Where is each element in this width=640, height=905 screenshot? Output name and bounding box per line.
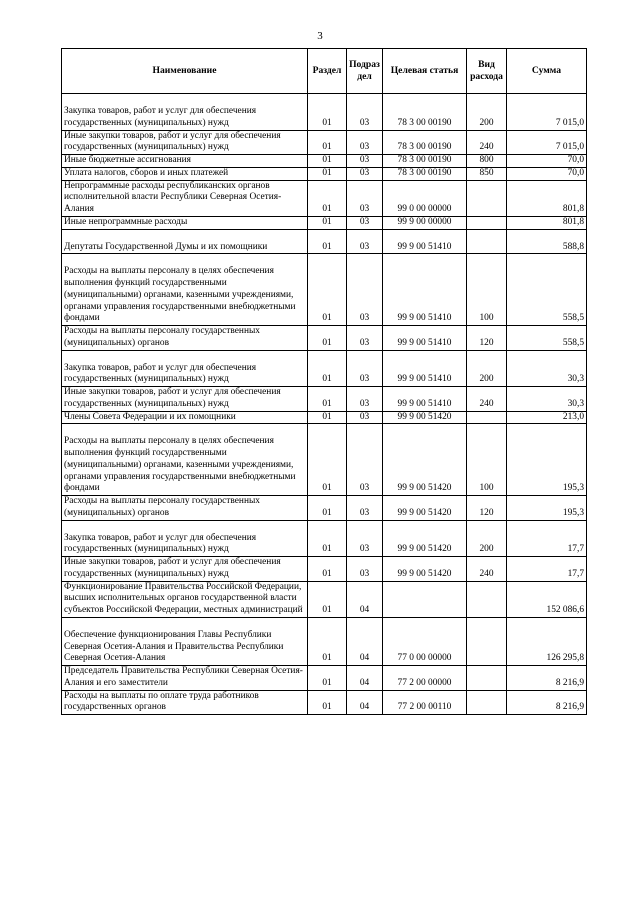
cell-target: 99 9 00 51420: [383, 520, 467, 557]
table-row: [62, 496, 587, 521]
cell-target: 99 9 00 00000: [383, 216, 467, 229]
page-number: 3: [317, 30, 323, 42]
cell-name: Иные закупки товаров, работ и услуг для обеспечения государственных (муниципальных) нужд: [62, 557, 308, 582]
cell-sum: 558,5: [507, 326, 587, 351]
header-type: Вид расхода: [467, 49, 507, 94]
cell-section: 01: [308, 326, 347, 351]
cell-target: 77 2 00 00110: [383, 690, 467, 715]
cell-type: 200: [467, 94, 507, 131]
cell-name: Иные закупки товаров, работ и услуг для обеспечения государственных (муниципальных) нужд: [62, 387, 308, 412]
cell-section: 01: [308, 617, 347, 665]
cell-section: 01: [308, 180, 347, 216]
cell-name: Обеспечение функционирования Главы Республики Северная Осетия-Алания и Правительства Республики Северная Осетия-Алания: [62, 617, 308, 665]
cell-target: 99 9 00 51420: [383, 557, 467, 582]
table-row: [62, 350, 587, 387]
cell-sum: 30,3: [507, 350, 587, 387]
cell-subsection: 04: [347, 666, 383, 691]
cell-sum: 30,3: [507, 387, 587, 412]
table-row: [62, 167, 587, 180]
cell-type: 200: [467, 350, 507, 387]
cell-target: 99 9 00 51410: [383, 254, 467, 326]
cell-section: 01: [308, 216, 347, 229]
table-row: [62, 690, 587, 715]
cell-subsection: 03: [347, 130, 383, 155]
cell-target: [383, 581, 467, 617]
cell-sum: 8 216,9: [507, 690, 587, 715]
cell-target: 99 9 00 51420: [383, 411, 467, 424]
table-row: [62, 130, 587, 155]
cell-name: Депутаты Государственной Думы и их помощники: [62, 229, 308, 254]
cell-name: Расходы на выплаты персоналу государственных (муниципальных) органов: [62, 496, 308, 521]
cell-target: 77 0 00 00000: [383, 617, 467, 665]
cell-sum: 7 015,0: [507, 130, 587, 155]
cell-type: [467, 666, 507, 691]
cell-subsection: 03: [347, 167, 383, 180]
table-row: [62, 557, 587, 582]
cell-subsection: 03: [347, 557, 383, 582]
cell-name: Расходы на выплаты персоналу в целях обеспечения выполнения функций государственными (муниципальными) органами, казенными учреждениями, органами управления государственными внебюджетными фондами: [62, 254, 308, 326]
cell-subsection: 03: [347, 350, 383, 387]
cell-subsection: 03: [347, 155, 383, 168]
cell-section: 01: [308, 254, 347, 326]
cell-subsection: 04: [347, 617, 383, 665]
cell-subsection: 03: [347, 326, 383, 351]
table-row: [62, 155, 587, 168]
cell-section: 01: [308, 557, 347, 582]
cell-subsection: 03: [347, 216, 383, 229]
cell-sum: 801,8: [507, 180, 587, 216]
cell-section: 01: [308, 411, 347, 424]
cell-section: 01: [308, 520, 347, 557]
table-row: [62, 326, 587, 351]
cell-type: [467, 229, 507, 254]
cell-subsection: 03: [347, 180, 383, 216]
table-row: [62, 229, 587, 254]
cell-sum: 195,3: [507, 424, 587, 496]
cell-sum: 213,0: [507, 411, 587, 424]
cell-name: Члены Совета Федерации и их помощники: [62, 411, 308, 424]
cell-target: 78 3 00 00190: [383, 167, 467, 180]
cell-type: [467, 180, 507, 216]
cell-name: Расходы на выплаты персоналу государственных (муниципальных) органов: [62, 326, 308, 351]
table-header-row: [62, 49, 587, 94]
table-row: [62, 666, 587, 691]
budget-table: [61, 48, 587, 715]
cell-target: 99 9 00 51410: [383, 387, 467, 412]
cell-target: 78 3 00 00190: [383, 155, 467, 168]
cell-subsection: 03: [347, 94, 383, 131]
cell-subsection: 04: [347, 690, 383, 715]
cell-sum: 152 086,6: [507, 581, 587, 617]
header-target: Целевая статья: [383, 49, 467, 94]
cell-subsection: 04: [347, 581, 383, 617]
cell-type: [467, 411, 507, 424]
cell-sum: 588,8: [507, 229, 587, 254]
table-row: [62, 180, 587, 216]
cell-subsection: 03: [347, 229, 383, 254]
cell-section: 01: [308, 350, 347, 387]
cell-target: 99 9 00 51410: [383, 326, 467, 351]
cell-type: 240: [467, 387, 507, 412]
cell-name: Закупка товаров, работ и услуг для обеспечения государственных (муниципальных) нужд: [62, 520, 308, 557]
table-row: [62, 411, 587, 424]
cell-sum: 126 295,8: [507, 617, 587, 665]
cell-section: 01: [308, 496, 347, 521]
cell-name: Функционирование Правительства Российской Федерации, высших исполнительных органов государственной власти субъектов Российской Федерации, местных администраций: [62, 581, 308, 617]
cell-target: 99 9 00 51420: [383, 496, 467, 521]
cell-target: 99 9 00 51420: [383, 424, 467, 496]
cell-section: 01: [308, 387, 347, 412]
cell-type: 850: [467, 167, 507, 180]
header-section: Раздел: [308, 49, 347, 94]
cell-sum: 801,8: [507, 216, 587, 229]
cell-name: Иные непрограммные расходы: [62, 216, 308, 229]
cell-section: 01: [308, 666, 347, 691]
cell-name: Расходы на выплаты персоналу в целях обеспечения выполнения функций государственными (муниципальными) органами, казенными учреждениями, органами управления государственными внебюджетными фондами: [62, 424, 308, 496]
cell-subsection: 03: [347, 254, 383, 326]
table-body: [62, 94, 587, 715]
cell-name: Расходы на выплаты по оплате труда работников государственных органов: [62, 690, 308, 715]
table-row: [62, 617, 587, 665]
cell-target: 99 9 00 51410: [383, 350, 467, 387]
cell-section: 01: [308, 130, 347, 155]
cell-section: 01: [308, 155, 347, 168]
cell-type: 100: [467, 254, 507, 326]
header-sum: Сумма: [507, 49, 587, 94]
cell-sum: 8 216,9: [507, 666, 587, 691]
cell-section: 01: [308, 229, 347, 254]
cell-sum: 17,7: [507, 557, 587, 582]
cell-type: 120: [467, 326, 507, 351]
cell-type: [467, 216, 507, 229]
header-name: Наименование: [62, 49, 308, 94]
cell-sum: 17,7: [507, 520, 587, 557]
cell-section: 01: [308, 690, 347, 715]
table-row: [62, 581, 587, 617]
table-row: [62, 520, 587, 557]
cell-sum: 70,0: [507, 167, 587, 180]
cell-section: 01: [308, 424, 347, 496]
cell-target: 77 2 00 00000: [383, 666, 467, 691]
cell-name: Непрограммные расходы республиканских органов исполнительной власти Республики Северная Осетия-Алания: [62, 180, 308, 216]
cell-type: 200: [467, 520, 507, 557]
cell-subsection: 03: [347, 387, 383, 412]
cell-section: 01: [308, 581, 347, 617]
cell-name: Председатель Правительства Республики Северная Осетия-Алания и его заместители: [62, 666, 308, 691]
cell-type: 120: [467, 496, 507, 521]
table-row: [62, 216, 587, 229]
cell-type: 800: [467, 155, 507, 168]
cell-sum: 558,5: [507, 254, 587, 326]
cell-type: 240: [467, 130, 507, 155]
cell-name: Закупка товаров, работ и услуг для обеспечения государственных (муниципальных) нужд: [62, 94, 308, 131]
cell-name: Уплата налогов, сборов и иных платежей: [62, 167, 308, 180]
cell-sum: 70,0: [507, 155, 587, 168]
cell-subsection: 03: [347, 520, 383, 557]
cell-subsection: 03: [347, 496, 383, 521]
table-row: [62, 254, 587, 326]
cell-type: 100: [467, 424, 507, 496]
cell-target: 99 9 00 51410: [383, 229, 467, 254]
cell-sum: 7 015,0: [507, 94, 587, 131]
table-row: [62, 424, 587, 496]
cell-type: 240: [467, 557, 507, 582]
cell-target: 78 3 00 00190: [383, 94, 467, 131]
cell-sum: 195,3: [507, 496, 587, 521]
cell-type: [467, 581, 507, 617]
cell-name: Иные бюджетные ассигнования: [62, 155, 308, 168]
cell-subsection: 03: [347, 424, 383, 496]
cell-subsection: 03: [347, 411, 383, 424]
cell-target: 78 3 00 00190: [383, 130, 467, 155]
cell-name: Иные закупки товаров, работ и услуг для обеспечения государственных (муниципальных) нужд: [62, 130, 308, 155]
table-row: [62, 94, 587, 131]
cell-section: 01: [308, 167, 347, 180]
cell-name: Закупка товаров, работ и услуг для обеспечения государственных (муниципальных) нужд: [62, 350, 308, 387]
header-subsection: Подраз дел: [347, 49, 383, 94]
cell-section: 01: [308, 94, 347, 131]
cell-type: [467, 690, 507, 715]
cell-type: [467, 617, 507, 665]
cell-target: 99 0 00 00000: [383, 180, 467, 216]
table-row: [62, 387, 587, 412]
